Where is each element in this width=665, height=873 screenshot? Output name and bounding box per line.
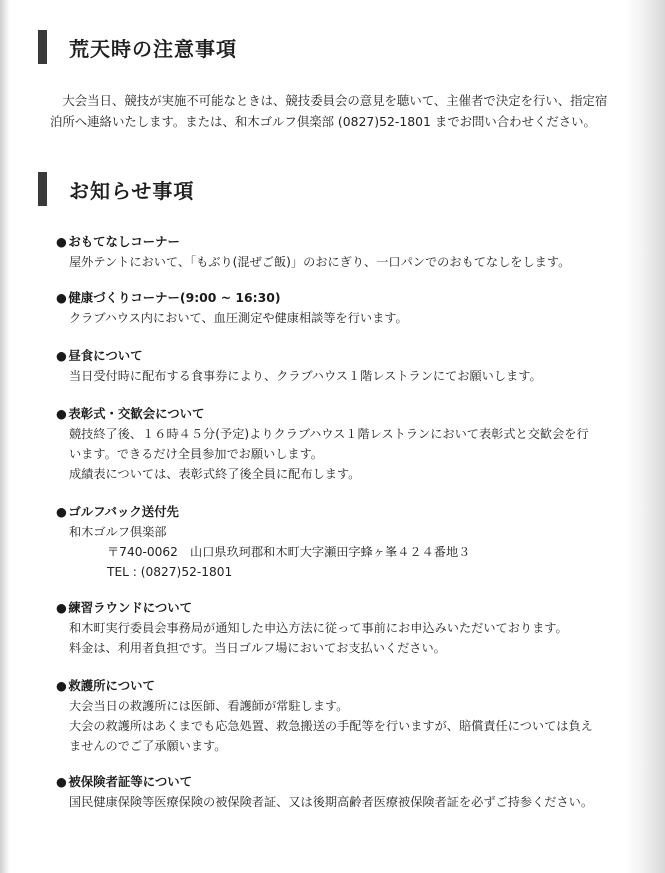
notice-body (56, 424, 616, 484)
notice-line: 大会の救護所はあくまでも応急処置、救急搬送の手配等を行いますが、賠償責任については負え (69, 719, 593, 733)
heading-bar (38, 30, 47, 64)
notice-body (56, 522, 616, 582)
phone-line: TEL : (0827)52-1801 (107, 565, 233, 579)
bullet-icon: ● (56, 348, 67, 363)
section-heading-notices (38, 172, 194, 206)
notice-line: 料金は、利用者負担です。当日ゴルフ場においてお支払いください。 (69, 641, 446, 655)
notice-title: ● おもてなしコーナー (56, 232, 616, 252)
notice-first-aid (56, 676, 616, 756)
heading-text: 荒天時の注意事項 (69, 36, 237, 61)
bullet-icon: ● (56, 504, 67, 519)
paragraph-line: 大会当日、競技が実施不可能なときは、競技委員会の意見を聴いて、主催者で決定を行い、指定宿 (62, 93, 608, 108)
notice-line: 和木ゴルフ倶楽部 (69, 525, 167, 539)
notice-title: ● ゴルフバック送付先 (56, 502, 616, 522)
bullet-icon: ● (56, 678, 67, 693)
notice-line: 和木町実行委員会事務局が通知した申込方法に従って事前にお申込みいただいております。 (69, 621, 568, 635)
notice-line: クラブハウス内において、血圧測定や健康相談等を行います。 (69, 311, 408, 325)
notice-body (56, 618, 616, 658)
heading-text: お知らせ事項 (69, 178, 195, 203)
section-heading-weather (38, 30, 237, 64)
notice-body (56, 696, 616, 756)
notice-line: 屋外テントにおいて、「もぶり(混ぜご飯)」のおにぎり、一口パンでのおもてなしをします。 (69, 255, 571, 269)
bullet-icon: ● (56, 600, 67, 615)
notice-awards (56, 404, 616, 484)
notice-line: 当日受付時に配布する食事券により、クラブハウス１階レストランにてお願いします。 (69, 369, 542, 383)
weather-paragraph (50, 90, 615, 132)
bullet-icon: ● (56, 406, 67, 421)
notice-line: 成績表については、表彰式終了後全員に配布します。 (69, 467, 361, 481)
notice-title: ● 救護所について (56, 676, 616, 696)
notice-body (56, 308, 616, 328)
notice-title: ● 健康づくりコーナー(9:00 ~ 16:30) (56, 288, 616, 308)
notice-line: 競技終了後、１６時４５分(予定)よりクラブハウス１階レストランにおいて表彰式と交歓会を行 (69, 427, 589, 441)
notice-omotenashi (56, 232, 616, 272)
notice-line: ませんのでご了承願います。 (69, 739, 227, 753)
notice-practice-round (56, 598, 616, 658)
notice-line: 国民健康保険等医療保険の被保険者証、又は後期高齢者医療被保険者証を必ずご持参ください。 (69, 795, 594, 809)
heading-bar (38, 172, 47, 206)
notice-body (56, 252, 616, 272)
bullet-icon: ● (56, 290, 67, 305)
bullet-icon: ● (56, 774, 67, 789)
notice-title: ● 練習ラウンドについて (56, 598, 616, 618)
paragraph-line: 泊所へ連絡いたします。または、和木ゴルフ倶楽部 (0827)52-1801 までお問い合わせください。 (50, 114, 596, 129)
notice-title: ● 昼食について (56, 346, 616, 366)
address-line: 〒740-0062 山口県玖珂郡和木町大字瀬田字蜂ヶ峯４２４番地３ (107, 545, 471, 559)
notice-lunch (56, 346, 616, 386)
bullet-icon: ● (56, 234, 67, 249)
notice-line: います。できるだけ全員参加でお願いします。 (69, 447, 323, 461)
notice-body (56, 366, 616, 386)
notice-title: ● 表彰式・交歓会について (56, 404, 616, 424)
notice-body (56, 792, 616, 812)
notice-health (56, 288, 616, 328)
notice-line: 大会当日の救護所には医師、看護師が常駐します。 (69, 699, 349, 713)
notice-title: ● 被保険者証等について (56, 772, 616, 792)
notice-golf-bag (56, 502, 616, 582)
notice-insurance-card (56, 772, 616, 812)
